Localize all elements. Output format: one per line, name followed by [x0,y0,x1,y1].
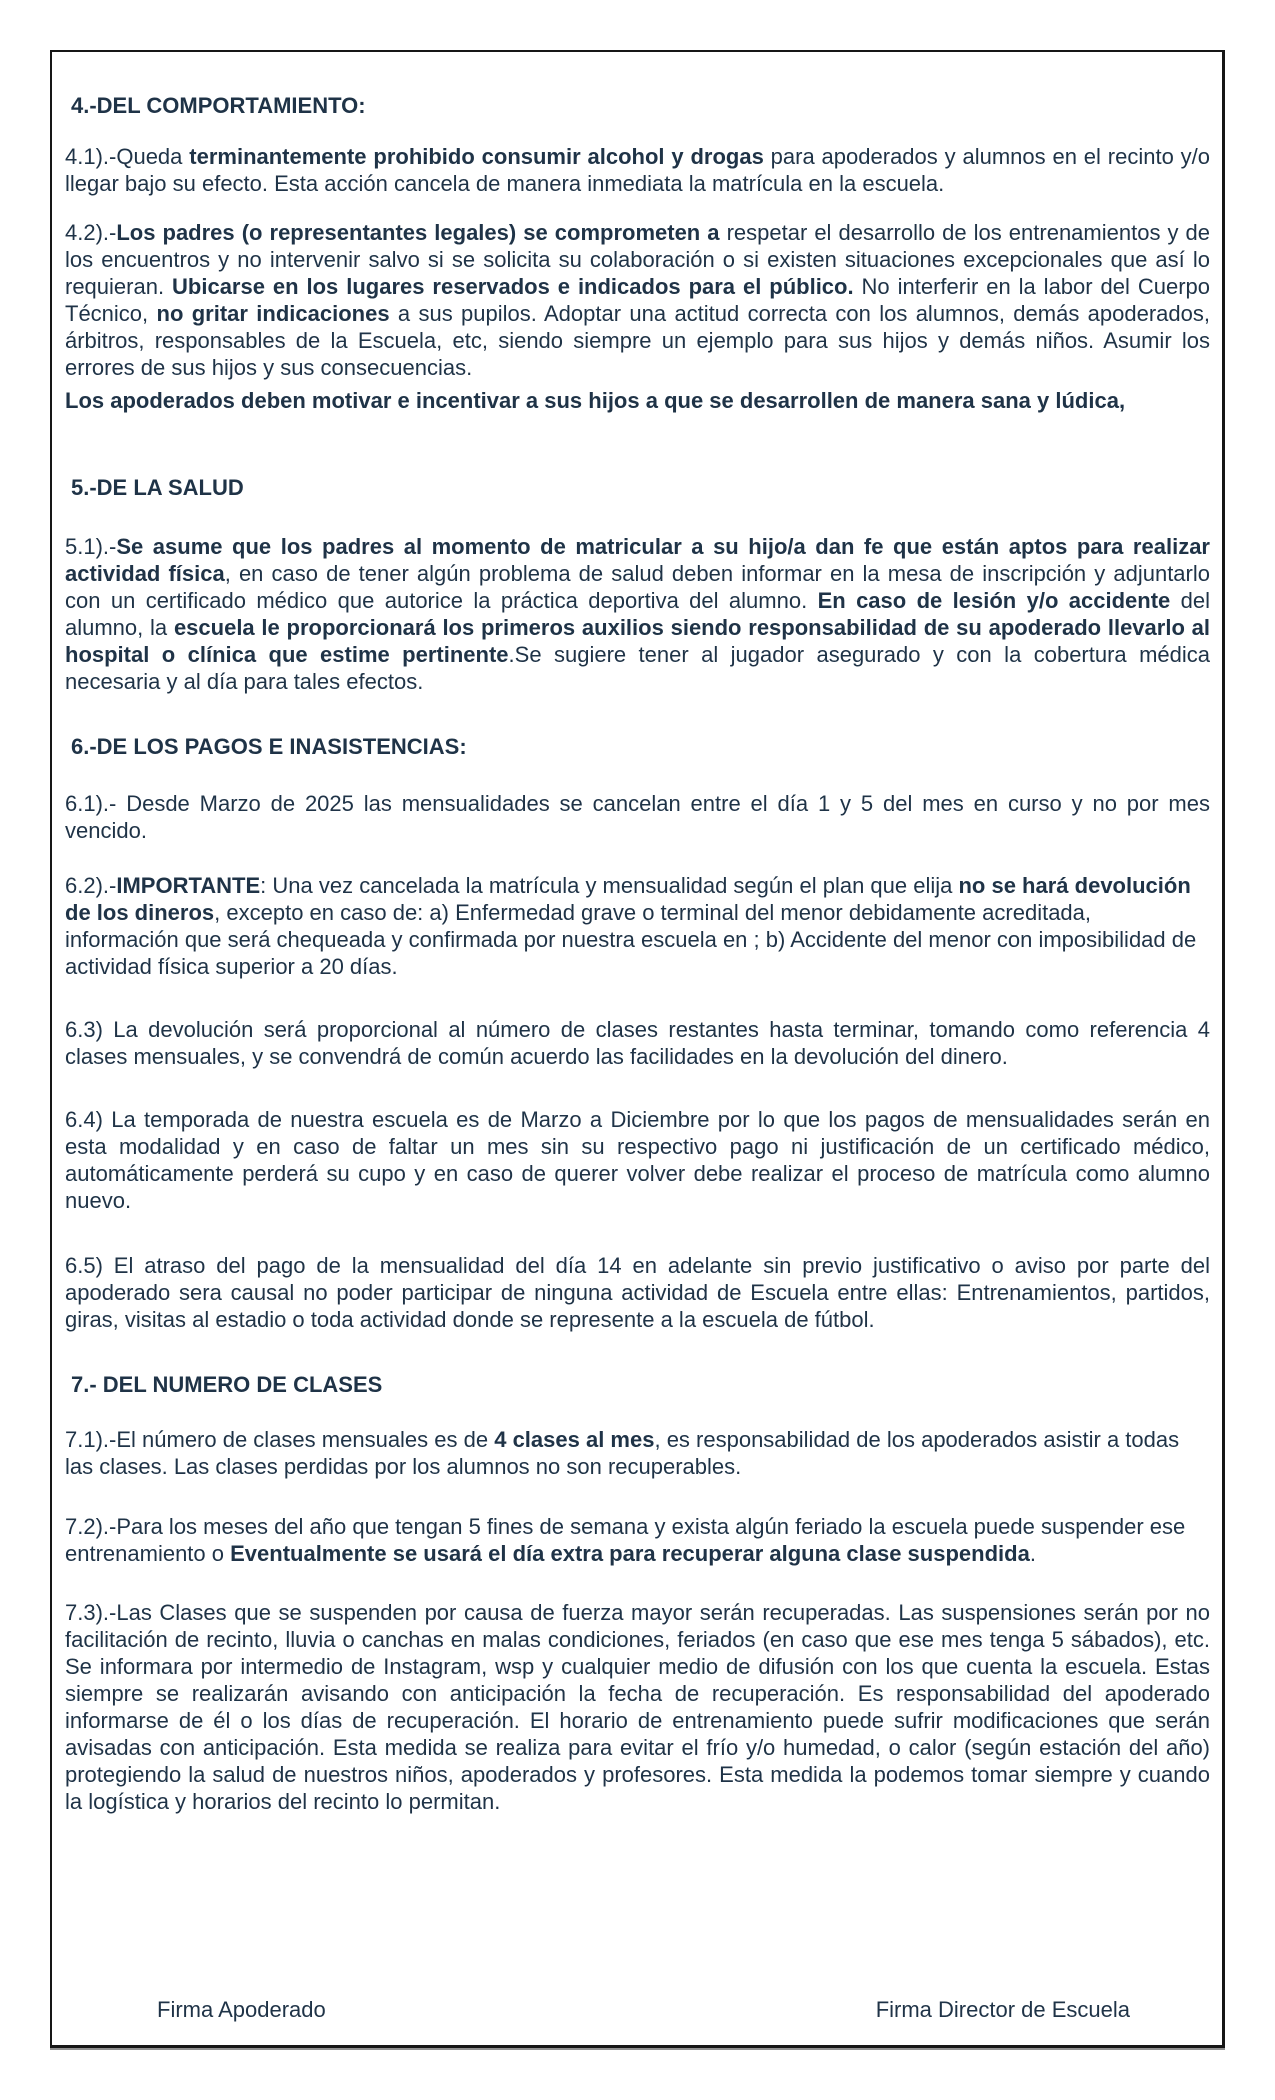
text-run: 5.1).- [65,534,117,559]
text-run: 6.1).- Desde Marzo de 2025 las mensualidades se cancelan entre el día 1 y 5 del mes en curso y no por mes vencido. [65,791,1210,843]
text-run: a sus pupilos. Adoptar una actitud correcta con los alumnos, demás apoderados, árbitros, responsables de la Escuela, etc, siendo siempre un ejemplo para sus hijos y demás niños. Asumir los errores de sus hijos y sus consecuencias. [65,301,1210,380]
bold-text-run: Eventualmente se usará el día extra para recuperar alguna clase suspendida [230,1541,1030,1566]
bold-text-run: 4 clases al mes [494,1427,655,1452]
paragraph-6-3 [65,1016,1210,1070]
text-run: . [1029,1541,1036,1566]
paragraph-7-1 [65,1426,1210,1480]
paragraph-5-1 [65,533,1210,695]
text-run: 4.1).-Queda [65,144,190,169]
paragraph-6-4 [65,1106,1210,1214]
text-run: 7.3).-Las Clases que se suspenden por causa de fuerza mayor serán recuperadas. Las suspensiones serán por no facilitación de recinto, lluvia o canchas en malas condiciones, feriados (en caso que ese mes tenga 5 sábados), etc. Se informara por intermedio de Instagram, wsp y cualquier medio de difusión con los que cuenta la escuela. Estas siempre se realizarán avisando con anticipación la fecha de recuperación. Es responsabilidad del apoderado informarse de él o los días de recuperación. El horario de entrenamiento puede sufrir modificaciones que serán avisadas con anticipación. Esta medida se realiza para evitar el frío y/o humedad, o calor (según estación del año) protegiendo la salud de nuestros niños, apoderados y profesores. Esta medida la podemos tomar siempre y cuando la logística y horarios del recinto lo permitan. [65,1600,1210,1814]
bold-text-run: En caso de lesión y/o accidente [817,588,1171,613]
paragraph-motivation-note [65,387,1210,414]
text-run: No interferir en la labor del Cuerpo Técnico, [65,274,1210,326]
bold-text-run: escuela le proporcionará los primeros auxilios siendo responsabilidad de su apoderado llevarlo al hospital o clínica que estime pertinente [65,615,1210,667]
section-classes [65,1371,1210,1815]
paragraph-6-2 [65,872,1210,980]
signature-row [65,1996,1210,2023]
text-run: 6.5) El atraso del pago de la mensualidad del día 14 en adelante sin previo justificativo o aviso por parte del apoderado sera causal no poder participar de ninguna actividad de Escuela entre ellas: Entrenamientos, partidos, giras, visitas al estadio o toda actividad donde se represente a la escuela de fútbol. [65,1253,1210,1332]
document-page [50,50,1225,2048]
text-run: 6.4) La temporada de nuestra escuela es de Marzo a Diciembre por lo que los pagos de mensualidades serán en esta modalidad y en caso de faltar un mes sin su respectivo pago ni justificación de un certificado médico, automáticamente perderá su cupo y en caso de querer volver debe realizar el proceso de matrícula como alumno nuevo. [65,1107,1210,1213]
section-classes-heading: 7.- DEL NUMERO DE CLASES [71,1372,383,1397]
section-behavior [65,92,1210,414]
paragraph-4-2 [65,219,1210,381]
text-run: respetar el desarrollo de los entrenamientos y de los encuentros y no intervenir salvo si se solicita su colaboración o si existen situaciones excepcionales que así lo requieran. [65,220,1211,299]
paragraph-6-5 [65,1252,1210,1333]
text-run: , en caso de tener algún problema de salud deben informar en la mesa de inscripción y adjuntarlo con un certificado médico que autorice la práctica deportiva del alumno. [65,561,1210,613]
signature-guardian-label: Firma Apoderado [157,1997,326,2022]
section-payments [65,733,1210,1333]
bold-text-run: Se asume que los padres al momento de matricular a su hijo/a dan fe que están aptos para realizar actividad física [65,534,1210,586]
paragraph-6-1 [65,790,1210,844]
bold-text-run: Los padres (o representantes legales) se comprometen a [116,220,720,245]
text-run: 6.3) La devolución será proporcional al número de clases restantes hasta terminar, tomando como referencia 4 clases mensuales, y se convendrá de común acuerdo las facilidades en la devolución del dinero. [65,1017,1210,1069]
bold-text-run: IMPORTANTE [116,873,261,898]
section-health-heading: 5.-DE LA SALUD [71,475,244,500]
section-behavior-heading: 4.-DEL COMPORTAMIENTO: [71,93,366,118]
paragraph-4-1 [65,143,1210,197]
signature-director-label: Firma Director de Escuela [875,1997,1130,2022]
bold-text-run: no gritar indicaciones [156,301,390,326]
text-run: para apoderados y alumnos en el recinto y/o llegar bajo su efecto. Esta acción cancela de manera inmediata la matrícula en la escuela. [65,144,1210,196]
text-run: , excepto en caso de: a) Enfermedad grave o terminal del menor debidamente acreditada, información que será chequeada y confirmada por nuestra escuela en ; b) Accidente del menor con imposibilidad de actividad física superior a 20 días. [65,900,1197,979]
bold-text-run: Ubicarse en los lugares reservados e indicados para el público. [172,274,854,299]
text-run: 6.2).- [65,873,117,898]
bold-text-run: no se hará devolución de los dineros [65,873,1191,925]
bold-text-run: Los apoderados deben motivar e incentivar a sus hijos a que se desarrollen de manera sana y lúdica, [65,388,1126,413]
text-run: 4.2).- [65,220,117,245]
text-run: : Una vez cancelada la matrícula y mensualidad según el plan que elija [260,873,959,898]
paragraph-7-3 [65,1599,1210,1815]
section-payments-heading: 6.-DE LOS PAGOS E INASISTENCIAS: [71,734,467,759]
bold-text-run: terminantemente prohibido consumir alcohol y drogas [189,144,764,169]
text-run: 7.2).-Para los meses del año que tengan 5 fines de semana y exista algún feriado la escuela puede suspender ese entrenamiento o [65,1514,1186,1566]
text-run: del alumno, la [65,588,1211,640]
section-health [65,474,1210,695]
text-run: .Se sugiere tener al jugador asegurado y con la cobertura médica necesaria y al día para tales efectos. [65,642,1211,694]
paragraph-7-2 [65,1513,1210,1567]
text-run: , es responsabilidad de los apoderados asistir a todas las clases. Las clases perdidas por los alumnos no son recuperables. [65,1427,1180,1479]
text-run: 7.1).-El número de clases mensuales es de [65,1427,495,1452]
